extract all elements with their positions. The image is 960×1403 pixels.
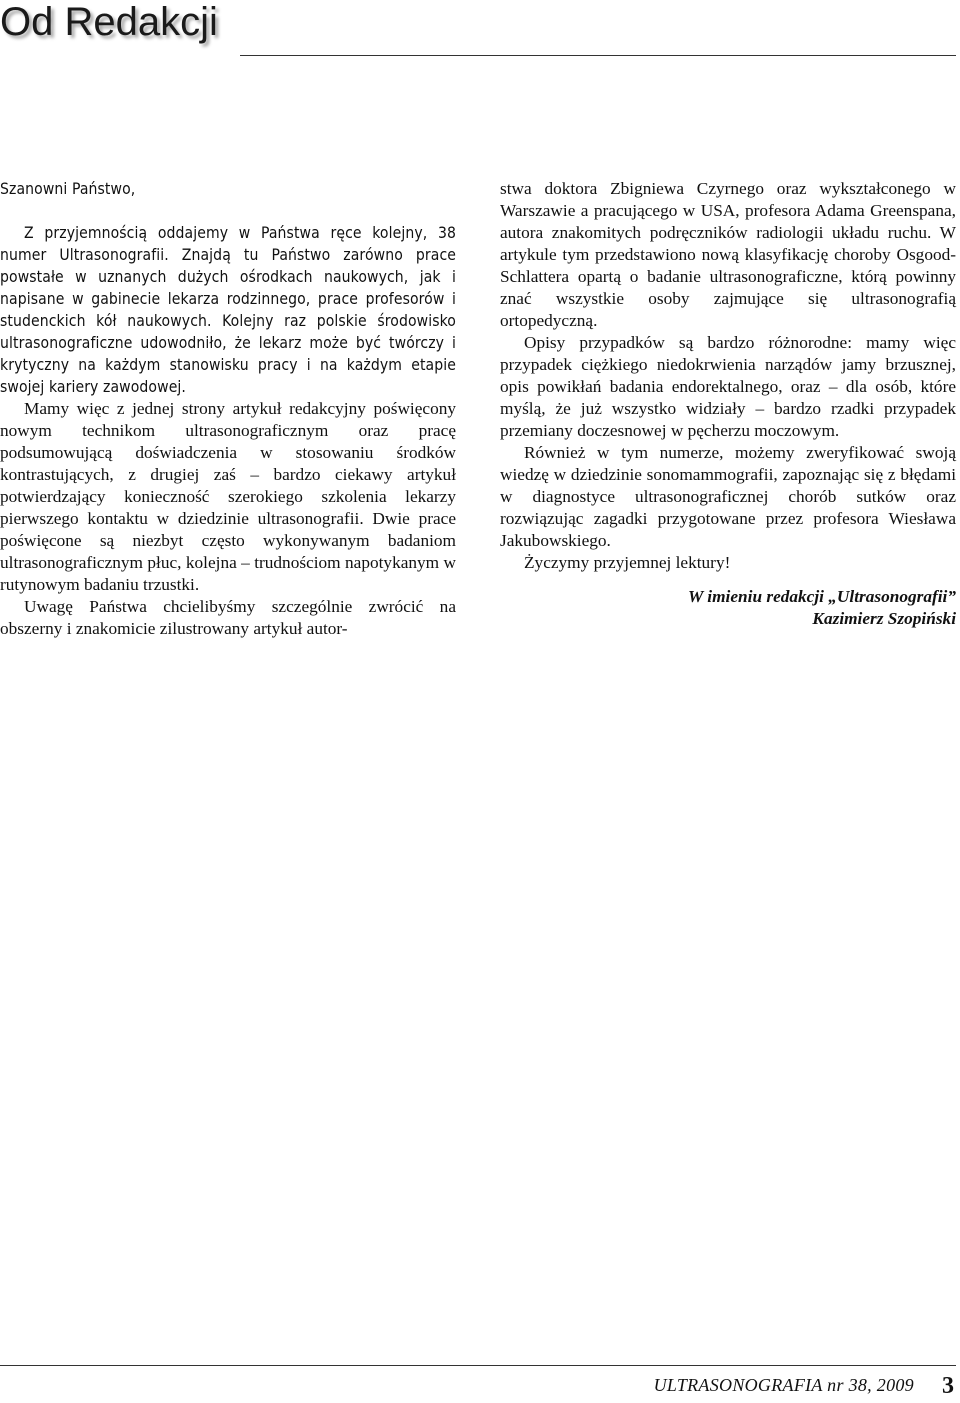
header-divider: [240, 55, 956, 56]
signature-editorial-line: W imieniu redakcji „Ultrasonografii”: [687, 587, 956, 606]
footer-divider: [0, 1365, 956, 1366]
left-column: [0, 178, 456, 640]
journal-issue: ULTRASONOGRAFIA nr 38, 2009: [653, 1375, 914, 1395]
greeting: Szanowni Państwo,: [0, 180, 136, 198]
right-column: [500, 178, 956, 630]
page-number: 3: [942, 1373, 954, 1399]
paragraph-highlight-continued: stwa doktora Zbigniewa Czyrnego oraz wykształconego w Warszawie a pracującego w USA, profesora Adama Greenspana, autora znakomitych podręczników radiologii układu ruchu. W artykule tym przedstawiono nową klasyfikację choroby Osgood-Schlattera opartą o badanie ultrasonograficzne, którą powinny znać wszystkie osoby zajmujące się ultrasonografią ortopedyczną.: [500, 179, 956, 330]
signature-author: Kazimierz Szopiński: [812, 609, 956, 628]
intro-paragraph: Z przyjemnością oddajemy w Państwa ręce kolejny, 38 numer Ultrasonografii. Znajdą tu Państwo zarówno prace powstałe w uznanych dużych ośrodkach naukowych, jak i napisane w gabinecie lekarza rodzinnego, prace profesorów i studenckich kół naukowych. Kolejny raz polskie środowisko ultrasonograficzne udowodniło, że lekarz może być twórczy i krytyczny na każdym stanowisku pracy i na każdym etapie swojej kariery zawodowej.: [0, 224, 456, 396]
page-title: Od Redakcji: [0, 0, 218, 44]
paragraph-mammography: Również w tym numerze, możemy zweryfikować swoją wiedzę w dziedzinie sonomammografii, zapoznając się z błędami w diagnostyce ultrasonograficznej chorób sutków oraz rozwiązując zagadki przygotowane przez profesora Wiesława Jakubowskiego.: [500, 443, 956, 550]
paragraph-case-reports: Opisy przypadków są bardzo różnorodne: mamy więc przypadek ciężkiego niedokrwienia narządów jamy brzusznej, opis powikłań badania endorektalnego, oraz – dla osób, które myślą, że już wszystko widziały – bardzo rzadki przypadek przemiany doczesnowej w pęcherzu moczowym.: [500, 333, 956, 440]
signature: [500, 586, 956, 630]
paragraph-gap: [0, 200, 456, 222]
paragraph-articles: Mamy więc z jednej strony artykuł redakcyjny poświęcony nowym technikom ultrasonograficznym oraz pracę podsumowującą doświadczenia w stosowaniu środków kontrastujących, z drugiej zaś – bardzo ciekawy artykuł potwierdzający konieczność szerokiego szkolenia lekarzy pierwszego kontaktu w dziedzinie ultrasonografii. Dwie prace poświęcone są niezbyt często wykonywanym badaniom ultrasonograficznym płuc, kolejna – trudnościom napotykanym w rutynowym badaniu trzustki.: [0, 399, 456, 594]
paragraph-closing: Życzymy przyjemnej lektury!: [524, 553, 731, 572]
paragraph-highlight-start: Uwagę Państwa chcielibyśmy szczególnie zwrócić na obszerny i znakomicie zilustrowany artykuł autor-: [0, 597, 456, 638]
page-footer: [654, 1374, 954, 1397]
